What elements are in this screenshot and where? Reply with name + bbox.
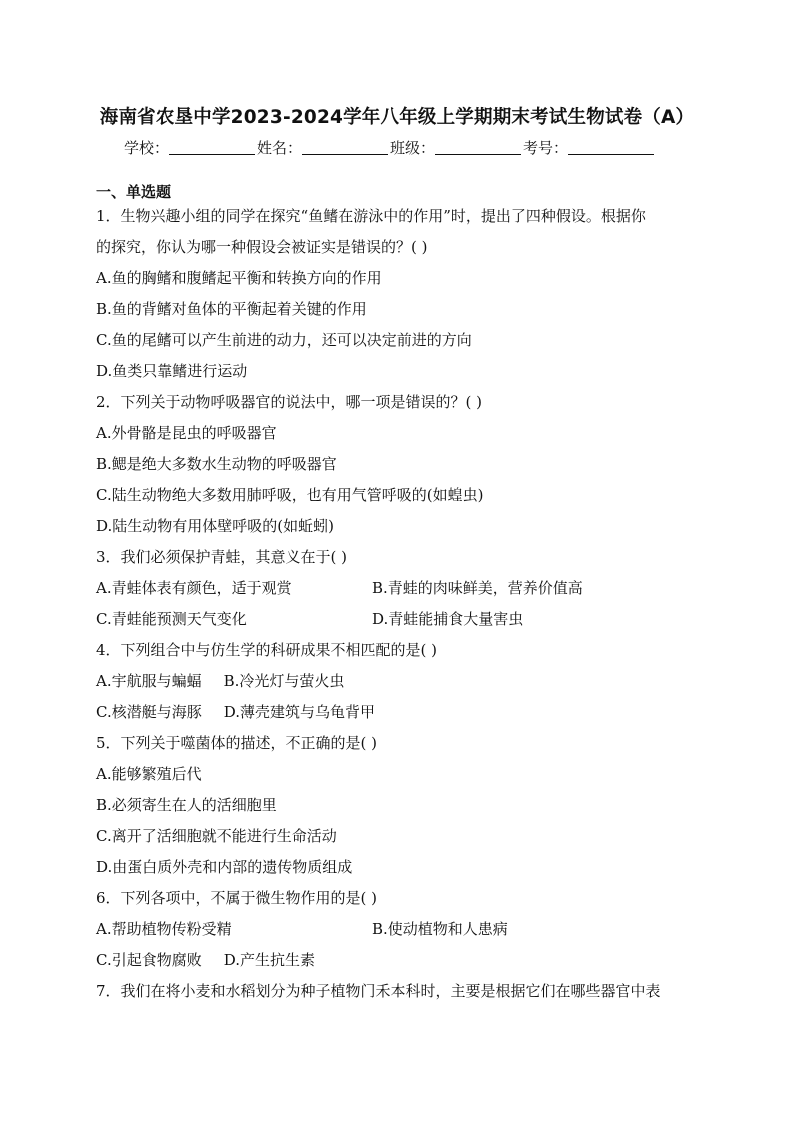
q1-option-a: A.鱼的胸鳍和腹鳍起平衡和转换方向的作用	[96, 269, 382, 287]
q5-option-a: A.能够繁殖后代	[96, 765, 202, 783]
school-blank[interactable]	[169, 140, 255, 155]
q1-option-b: B.鱼的背鳍对鱼体的平衡起着关键的作用	[96, 300, 367, 318]
q6-option-d: D.产生抗生素	[223, 951, 315, 969]
q3-stem: 3．我们必须保护青蛙，其意义在于( )	[96, 548, 348, 566]
q6-stem: 6．下列各项中，不属于微生物作用的是( )	[96, 889, 378, 907]
q4-option-d: D.薄壳建筑与乌龟背甲	[223, 703, 375, 721]
q4-stem: 4．下列组合中与仿生学的科研成果不相匹配的是( )	[96, 641, 438, 659]
q2-option-b: B.鳃是绝大多数水生动物的呼吸器官	[96, 455, 337, 473]
q6-option-a: A.帮助植物传粉受精	[96, 920, 232, 938]
q6-option-b: B.使动植物和人患病	[372, 920, 508, 938]
section-title: 一、单选题	[96, 183, 172, 201]
q5-stem: 5．下列关于噬菌体的描述，不正确的是( )	[96, 734, 378, 752]
q1-option-c: C.鱼的尾鳍可以产生前进的动力，还可以决定前进的方向	[96, 331, 472, 349]
q1-stem-line2: 的探究，你认为哪一种假设会被证实是错误的？( )	[96, 238, 428, 256]
number-label: 考号：	[523, 139, 569, 157]
q6-option-c: C.引起食物腐败	[96, 951, 202, 969]
q4-options-row2	[96, 697, 700, 728]
q3-options-row1	[96, 573, 700, 604]
q3-option-d: D.青蛙能捕食大量害虫	[372, 610, 524, 628]
q3-option-a: A.青蛙体表有颜色，适于观赏	[96, 579, 292, 597]
student-info-line	[124, 137, 656, 158]
name-blank[interactable]	[302, 140, 388, 155]
q7-stem-line1: 7．我们在将小麦和水稻划分为种子植物门禾本科时，主要是根据它们在哪些器官中表	[96, 982, 661, 1000]
q2-option-a: A.外骨骼是昆虫的呼吸器官	[96, 424, 277, 442]
q5-option-b: B.必须寄生在人的活细胞里	[96, 796, 277, 814]
q2-option-d: D.陆生动物有用体壁呼吸的(如蚯蚓)	[96, 517, 334, 535]
q5-option-d: D.由蛋白质外壳和内部的遗传物质组成	[96, 858, 353, 876]
q3-option-c: C.青蛙能预测天气变化	[96, 610, 247, 628]
q1-stem-line1: 1．生物兴趣小组的同学在探究“鱼鳍在游泳中的作用”时，提出了四种假设。根据你	[96, 207, 646, 225]
class-label: 班级：	[390, 139, 436, 157]
q4-option-b: B.冷光灯与萤火虫	[223, 672, 345, 690]
name-label: 姓名：	[257, 139, 303, 157]
q3-options-row2	[96, 604, 700, 635]
q2-option-c: C.陆生动物绝大多数用肺呼吸，也有用气管呼吸的(如蝗虫)	[96, 486, 484, 504]
class-blank[interactable]	[435, 140, 521, 155]
q6-options-row1	[96, 914, 700, 945]
q1-option-d: D.鱼类只靠鳍进行运动	[96, 362, 248, 380]
exam-title: 海南省农垦中学2023-2024学年八年级上学期期末考试生物试卷（A）	[99, 107, 695, 128]
questions	[96, 201, 700, 1007]
q4-options-row1	[96, 666, 700, 697]
q2-stem: 2．下列关于动物呼吸器官的说法中，哪一项是错误的？( )	[96, 393, 483, 411]
school-label: 学校：	[124, 139, 170, 157]
q6-options-row2	[96, 945, 700, 976]
q3-option-b: B.青蛙的肉味鲜美，营养价值高	[372, 579, 583, 597]
q5-option-c: C.离开了活细胞就不能进行生命活动	[96, 827, 337, 845]
q4-option-a: A.宇航服与蝙蝠	[96, 672, 202, 690]
number-blank[interactable]	[568, 140, 654, 155]
q4-option-c: C.核潜艇与海豚	[96, 703, 202, 721]
